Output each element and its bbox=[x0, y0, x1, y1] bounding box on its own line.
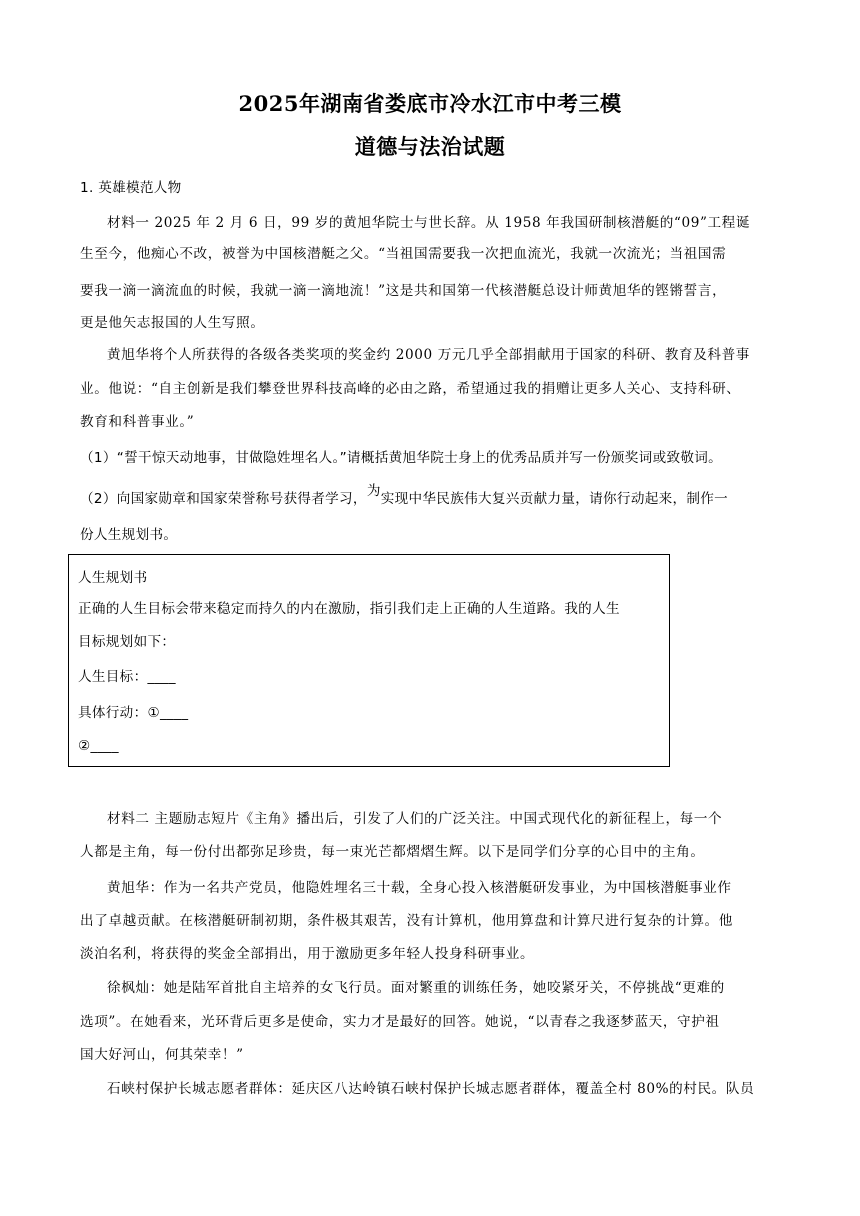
plan-action-1-blank: 具体行动：①____ bbox=[78, 705, 189, 721]
sub-question-2-continued: 份人生规划书。 bbox=[80, 527, 178, 543]
sub-question-1: （1）“誓干惊天动地事，甘做隐姓埋名人。”请概括黄旭华院士身上的优秀品质并写一份颁奖词或致敬词。 bbox=[80, 450, 723, 466]
plan-box-text: 正确的人生目标会带来稳定而持久的内在激励，指引我们走上正确的人生道路。我的人生 bbox=[78, 601, 620, 617]
material1-line: 要我一滴一滴流血的时候，我就一滴一滴地流！”这是共和国第一代核潜艇总设计师黄旭华的铿锵誓言， bbox=[80, 283, 727, 299]
sub-question-2 bbox=[80, 483, 729, 508]
plan-box-title: 人生规划书 bbox=[78, 570, 148, 586]
plan-box-text: 目标规划如下： bbox=[78, 634, 176, 650]
material1-line: 教育和科普事业。” bbox=[80, 414, 195, 430]
material1-line: 更是他矢志报国的人生写照。 bbox=[80, 315, 265, 331]
material2-line: 人都是主角，每一份付出都弥足珍贵，每一束光芒都熠熠生辉。以下是同学们分享的心目中的主角。 bbox=[80, 844, 705, 860]
material2-line: 淡泊名利，将获得的奖金全部捐出，用于激励更多年轻人投身科研事业。 bbox=[80, 946, 535, 962]
sub-question-2-part: （2）向国家勋章和国家荣誉称号获得者学习， bbox=[80, 491, 367, 507]
sub-question-2-part: 为 bbox=[366, 483, 381, 499]
life-plan-box bbox=[68, 554, 670, 767]
material2-line: 黄旭华：作为一名共产党员，他隐姓埋名三十载，全身心投入核潜艇研发事业，为中国核潜艇事业作 bbox=[107, 880, 732, 896]
material1-line: 材料一 2025 年 2 月 6 日，99 岁的黄旭华院士与世长辞。从 1958 年我国研制核潜艇的“09”工程诞 bbox=[107, 215, 751, 231]
document-subtitle: 道德与法治试题 bbox=[354, 134, 506, 159]
material2-line: 徐枫灿：她是陆军首批自主培养的女飞行员。面对繁重的训练任务，她咬紧牙关，不停挑战“更难的 bbox=[107, 980, 725, 996]
document-title: 2025年湖南省娄底市冷水江市中考三模 bbox=[238, 91, 622, 116]
sub-question-2-part: 实现中华民族伟大复兴贡献力量，请你行动起来，制作一 bbox=[380, 491, 729, 507]
material1-line: 业。他说：“自主创新是我们攀登世界科技高峰的必由之路，希望通过我的捐赠让更多人关心、支持科研、 bbox=[80, 381, 741, 397]
material2-line: 材料二 主题励志短片《主角》播出后，引发了人们的广泛关注。中国式现代化的新征程上，每一个 bbox=[107, 811, 723, 827]
plan-action-2-blank: ②____ bbox=[78, 738, 119, 754]
question-heading: 1. 英雄模范人物 bbox=[80, 180, 182, 196]
material2-line: 选项”。在她看来，光环背后更多是使命，实力才是最好的回答。她说，“以青春之我逐梦蓝天，守护祖 bbox=[80, 1014, 720, 1030]
material2-line: 石峡村保护长城志愿者群体：延庆区八达岭镇石峡村保护长城志愿者群体，覆盖全村 80%的村民。队员 bbox=[107, 1081, 755, 1097]
material1-line: 生至今，他痴心不改，被誉为中国核潜艇之父。“当祖国需要我一次把血流光，我就一次流光；当祖国需 bbox=[80, 246, 727, 262]
material1-line: 黄旭华将个人所获得的各级各类奖项的奖金约 2000 万元几乎全部捐献用于国家的科研、教育及科普事 bbox=[107, 347, 750, 363]
plan-goal-blank: 人生目标：____ bbox=[78, 669, 176, 685]
material2-line: 出了卓越贡献。在核潜艇研制初期，条件极其艰苦，没有计算机，他用算盘和计算尺进行复杂的计算。他 bbox=[80, 913, 733, 929]
material2-line: 国大好河山，何其荣幸！” bbox=[80, 1047, 244, 1063]
